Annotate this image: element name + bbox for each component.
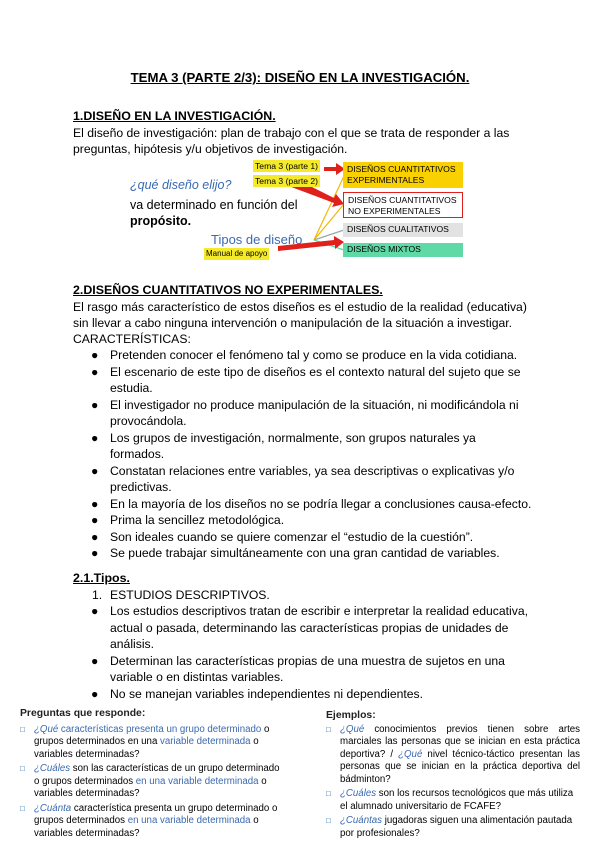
bullet-icon: ●: [91, 430, 99, 445]
ejemplos-panel: [326, 710, 580, 842]
box-cuantitativos-no-experimentales: [343, 192, 463, 218]
box1-line1: DISEÑOS CUANTITATIVOS: [347, 164, 456, 174]
list-item: □ ¿Qué conocimientos previos tienen sobre artes marciales las personas que se inician en esta práctica deportiva? / ¿Qué nivel técnico-táctico presentan las personas que se inician en la práctica deportiva del bádminton?: [326, 723, 580, 785]
page-title: TEMA 3 (PARTE 2/3): DISEÑO EN LA INVESTIGACIÓN.: [130, 70, 470, 85]
bullet-icon: ●: [91, 686, 99, 701]
figure-line1: va determinado en función del: [130, 198, 298, 212]
bullet-icon: ●: [91, 653, 99, 668]
descriptive-studies-list: [91, 603, 550, 702]
list-item: ● Constatan relaciones entre variables, ya sea descriptivas o explicativas y/o predictivas.: [91, 463, 515, 494]
preguntas-panel: [20, 708, 284, 842]
square-bullet-icon: □: [20, 803, 25, 813]
section-1-text-line1: El diseño de investigación: plan de trabajo con el que se trata de responder a las: [73, 126, 510, 140]
square-bullet-icon: □: [326, 789, 331, 798]
bullet-icon: ●: [91, 529, 99, 544]
list-item: ● Los grupos de investigación, normalmente, son grupos naturales ya formados.: [91, 430, 476, 461]
ejemplos-heading: Ejemplos:: [326, 710, 376, 721]
list-item: ● El investigador no produce manipulación de la situación, ni modificándola ni provocándola.: [91, 397, 519, 428]
note-tema3-parte1: Tema 3 (parte 1): [255, 161, 319, 171]
list-item: □ ¿Cuáles son los recursos tecnológicos que más utiliza el alumnado universitario de FCAFE?: [326, 788, 574, 812]
list-item: ● Pretenden conocer el fenómeno tal y como se produce en la vida cotidiana.: [91, 348, 518, 362]
section-1-text-line2: preguntas, hipótesis y/u objetivos de investigación.: [73, 142, 348, 156]
list-item: ● No se manejan variables independientes ni dependientes.: [91, 686, 424, 701]
numbered-item-number: 1.: [92, 588, 103, 602]
box-mixtos: DISEÑOS MIXTOS: [343, 243, 463, 257]
square-bullet-icon: □: [20, 764, 25, 773]
preguntas-heading: Preguntas que responde:: [20, 708, 146, 719]
list-item: □ ¿Cuáles son las características de un grupo determinado o grupos determinados en una variable determinada o variables determinadas?: [20, 763, 280, 799]
arrow-1-icon: [324, 163, 345, 175]
section-2-1-heading: 2.1.Tipos.: [73, 571, 130, 585]
note-manual-apoyo: Manual de apoyo: [206, 249, 268, 258]
list-item: ● Los estudios descriptivos tratan de escribir e interpretar la realidad educativa, actual o pasada, determinando las características propias de unidades de análisis.: [91, 604, 528, 651]
bullet-icon: ●: [91, 604, 99, 618]
square-bullet-icon: □: [326, 724, 331, 734]
box-cuantitativos-experimentales: [343, 162, 463, 188]
note-tema3-parte2: Tema 3 (parte 2): [255, 176, 319, 186]
bullet-icon: ●: [91, 546, 99, 560]
section-1-heading: 1.DISEÑO EN LA INVESTIGACIÓN.: [73, 109, 276, 123]
section-2-heading: 2.DISEÑOS CUANTITATIVOS NO EXPERIMENTALES.: [73, 283, 383, 297]
section-2-text-line3: CARACTERÍSTICAS:: [73, 332, 191, 346]
numbered-item-label: ESTUDIOS DESCRIPTIVOS.: [110, 588, 270, 602]
list-item: □ ¿Cuánta característica presenta un grupo determinado o grupos determinados en una variable determinada o variables determinadas?: [20, 802, 278, 839]
bullet-icon: ●: [91, 513, 99, 527]
list-item: ● En la mayoría de los diseños no se podría llegar a conclusiones causa-efecto.: [91, 496, 532, 511]
bullet-icon: ●: [91, 364, 99, 379]
figure-tipos-label: Tipos de diseño: [211, 232, 303, 247]
bullet-icon: ●: [91, 397, 99, 412]
characteristics-list: [91, 347, 550, 562]
list-item: □ ¿Cuántas jugadoras siguen una alimentación pautada por profesionales?: [326, 815, 573, 839]
square-bullet-icon: □: [20, 724, 25, 734]
square-bullet-icon: □: [326, 816, 331, 825]
section-2-text-line2: sin llevar a cabo ninguna intervención o manipulación de la situación a investigar.: [73, 316, 513, 330]
bullet-icon: ●: [91, 496, 99, 511]
bullet-icon: ●: [91, 463, 99, 478]
list-item: ● El escenario de este tipo de diseños es el contexto natural del sujeto que se estudia.: [91, 364, 521, 395]
bullet-icon: ●: [91, 348, 99, 362]
list-item: □ ¿Qué características presenta un grupo determinado o grupos determinados en una variable determinada o variables determinadas?: [20, 723, 270, 760]
list-item: ● Prima la sencillez metodológica.: [91, 513, 285, 527]
list-item: ● Determinan las características propias de una muestra de sujetos en una variable o en distintas variables.: [91, 653, 505, 684]
box1-line2: EXPERIMENTALES: [347, 175, 425, 185]
figure-question: ¿qué diseño elijo?: [130, 178, 232, 192]
box-cualitativos: DISEÑOS CUALITATIVOS: [343, 223, 463, 237]
list-item: ● Se puede trabajar simultáneamente con una gran cantidad de variables.: [91, 546, 500, 560]
design-types-figure: [128, 158, 468, 260]
box2-line2: NO EXPERIMENTALES: [348, 206, 441, 216]
figure-line2: propósito.: [130, 214, 192, 228]
box2-line1: DISEÑOS CUANTITATIVOS: [348, 195, 457, 205]
list-item: ● Son ideales cuando se quiere comenzar el “estudio de la cuestión”.: [91, 529, 474, 544]
section-2-text-line1: El rasgo más característico de estos diseños es el estudio de la realidad (educativa): [73, 300, 527, 314]
